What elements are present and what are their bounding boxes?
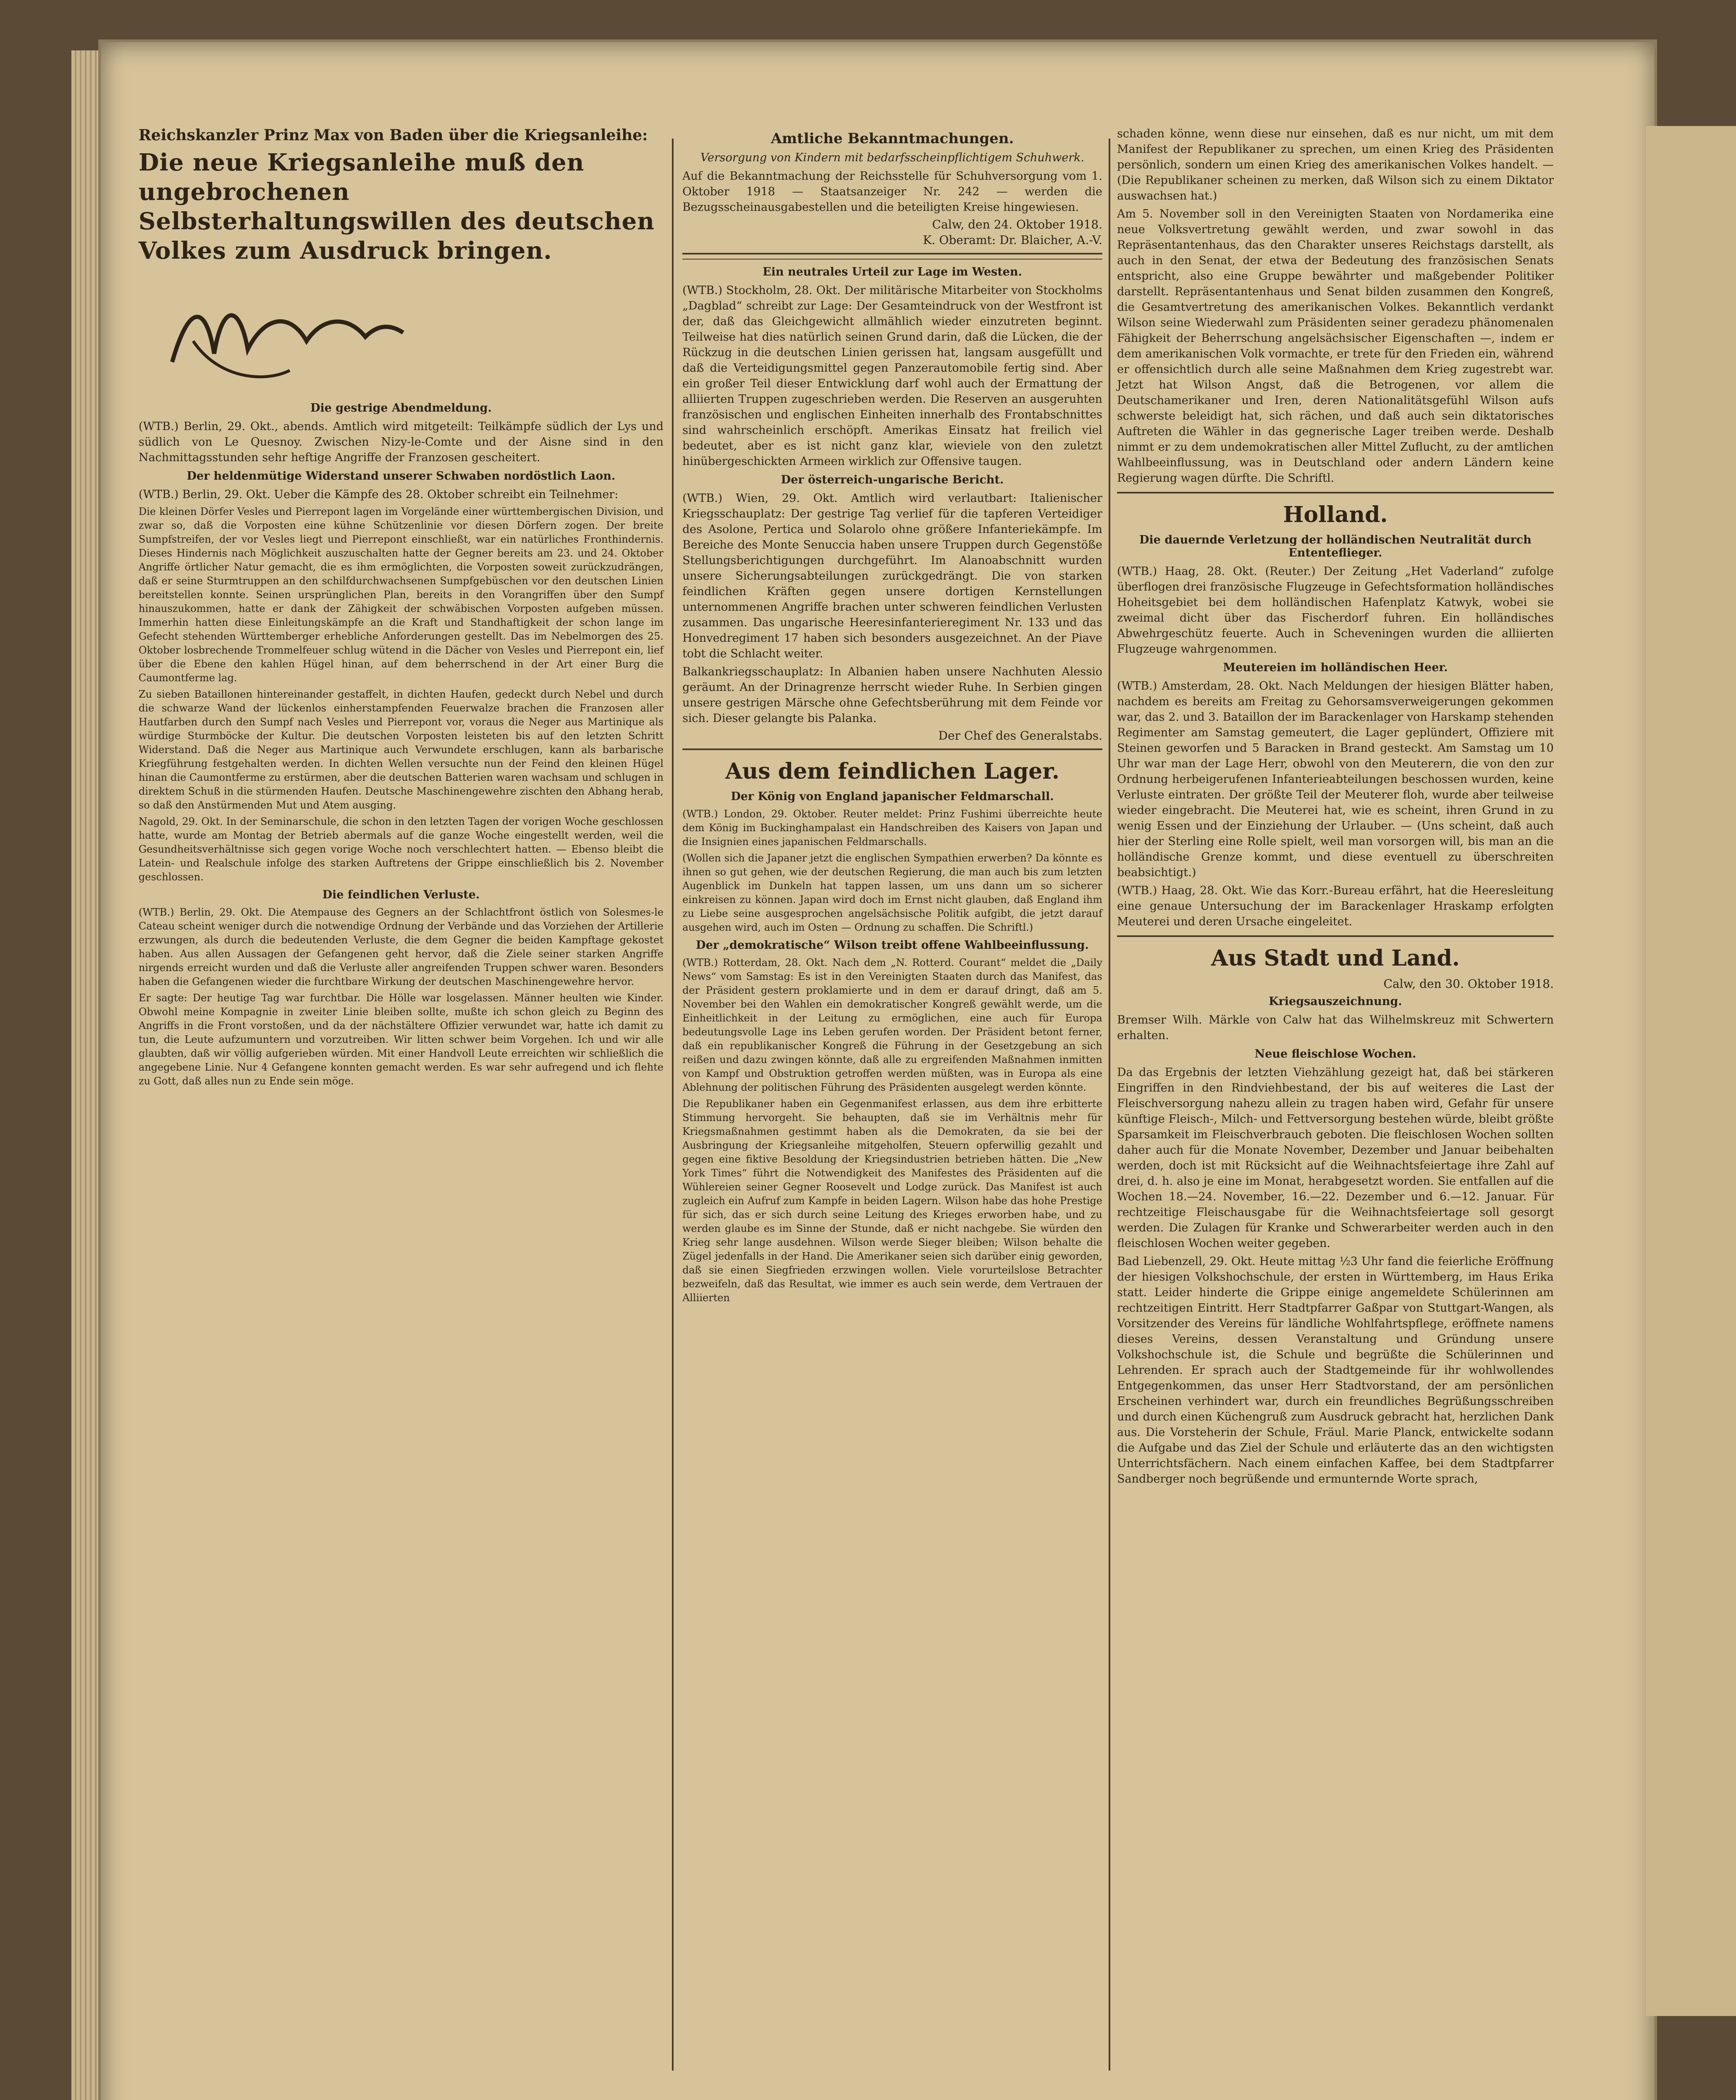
- column-2: [682, 126, 1102, 1307]
- column-rule-2: [1109, 139, 1110, 2071]
- article-paragraph: schaden könne, wenn diese nur einsehen, daß es nur nicht, um mit dem Manifest der Republikaner zu sprechen, um einen Krieg des Präsidenten persönlich, sondern um einen Krieg des amerikanischen Volkes handelt. — (Die Republikaner scheinen zu merken, daß Wilson sich zu einem Diktator auswachsen hat.): [1117, 127, 1554, 202]
- subheading-neutrales-urteil: Ein neutrales Urteil zur Lage im Westen.: [763, 265, 1022, 278]
- facing-page-edge: [1646, 126, 1736, 2016]
- column-rule-1: [672, 139, 674, 2071]
- article-paragraph: Bremser Wilh. Märkle von Calw hat das Wilhelmskreuz mit Schwertern erhalten.: [1117, 1013, 1554, 1042]
- article-paragraph: Balkankriegsschauplatz: In Albanien haben unsere Nachhuten Alessio geräumt. An der Drinagrenze herrscht wieder Ruhe. In Serbien gingen unsere gestrigen Märsche ohne Gefechtsberührung mit dem Feinde vor sich. Dieser gelangte bis Palanka.: [682, 665, 1102, 725]
- headline-main: Die neue Kriegsanleihe muß den ungebrochenen Selbsterhaltungswillen des deutschen Volkes zum Ausdruck bringen.: [139, 149, 655, 265]
- signature-line: Der Chef des Generalstabs.: [938, 729, 1102, 743]
- article-paragraph: (WTB.) London, 29. Oktober. Reuter meldet: Prinz Fushimi überreichte heute dem König im Buckinghampalast ein Handschreiben des Kaisers von Japan und die Insignien eines japanischen Feldmarschalls.: [682, 808, 1102, 848]
- article-paragraph: (Wollen sich die Japaner jetzt die englischen Sympathien erwerben? Da könnte es ihnen so gut gehen, wie der deutschen Regierung, die man auch bis zum letzten Augenblick im Dunkeln hat tappen lassen, um uns dann um so sicherer einkreisen zu können. Japan wird doch im Ernst nicht glauben, daß England ihm zu Liebe seine ausgesprochen angelsächsische Politik aufgibt, die jetzt darauf ausgehen wird, auch im Osten — Ordnung zu schaffen. Die Schriftl.): [682, 852, 1102, 933]
- column-1: [139, 126, 663, 1091]
- article-paragraph: Nagold, 29. Okt. In der Seminarschule, die schon in den letzten Tagen der vorigen Woche geschlossen hatte, wurde am Montag der Betrieb abermals auf die ganze Woche eingestellt werden, weil die Gesundheitsverhältnisse sich gegen vorige Woche noch verschlechtert hatten. — Ebenso bleibt die Latein- und Realschule infolge des starken Auftretens der Grippe einschließlich bis 2. November geschlossen.: [139, 816, 663, 883]
- subheading-abendmeldung: Die gestrige Abendmeldung.: [310, 402, 492, 415]
- article-paragraph: Zu sieben Bataillonen hintereinander gestaffelt, in dichten Haufen, gedeckt durch Nebel und durch die schwarze Wand der lückenlos einherstampfenden Feuerwalze brachen die Franzosen aller Hautfarben durch den Sumpf nach Vesles und Pierrepont vor, voraus die Neger aus Martinique als würdige Sturmböcke der Kultur. Die deutschen Vorposten leisteten bis auf den letzten Schritt Widerstand. Daß die Neger aus Martinique auch Verwundete erschlugen, kann als barbarische Kriegführung festgehalten werden. In dichten Wellen versuchte nun der Feind den kleinen Hügel hinan die Caumontferme zu erstürmen, aber die deutschen Batterien waren wachsam und schlugen in direktem Schuß in die stürmenden Haufen. Deutsche Maschinengewehre zischten den Abhang herab, so daß den Anstürmenden Mut und Atem ausging.: [139, 688, 663, 811]
- divider: [682, 253, 1102, 260]
- signature-line: K. Oberamt: Dr. Blaicher, A.-V.: [923, 233, 1102, 247]
- dateline: Calw, den 30. Oktober 1918.: [1383, 977, 1554, 991]
- article-paragraph: Er sagte: Der heutige Tag war furchtbar. Die Hölle war losgelassen. Männer heulten wie Kinder. Obwohl meine Kompagnie in zweiter Linie bleiben sollte, mußte ich schon gleich zu Beginn des Angriffs in die Front vorstoßen, und da der nächstältere Offizier verwundet war, hatte ich damit zu tun, die Leute aufzumuntern und vorzutreiben. Wir litten schwer beim Vorgehen. Ich und wir alle glaubten, daß wir völlig aufgerieben würden. Mit einer Handvoll Leute erreichten wir schließlich die angegebene Linie. Nur 4 Gefangene konnten gemacht werden. Es war sehr aufregend und ich flehte zu Gott, daß alles nun zu Ende sein möge.: [139, 992, 663, 1087]
- subheading-wilson: Der „demokratische“ Wilson treibt offene Wahlbeeinflussung.: [696, 939, 1089, 952]
- divider: [1117, 492, 1554, 494]
- section-title-bekanntmachungen: Amtliche Bekanntmachungen.: [771, 130, 1014, 147]
- article-paragraph: Auf die Bekanntmachung der Reichsstelle für Schuhversorgung vom 1. Oktober 1918 — Staatsanzeiger Nr. 242 — werden die Bezugsscheinausgabestellen und die beteiligten Kreise hingewiesen.: [682, 170, 1102, 214]
- subheading-oesterreich-bericht: Der österreich-ungarische Bericht.: [781, 473, 1004, 486]
- article-paragraph: Die kleinen Dörfer Vesles und Pierrepont lagen im Vorgelände einer württembergischen Division, und zwar so, daß die Vorposten eine kühne Schützenlinie vor diesen Dörfern zogen. Der breite Sumpfstreifen, der vor Vesles liegt und Pierrepont einschließt, war ein natürliches Fronthindernis. Dieses Hindernis nach Möglichkeit auszuschalten hatte der Gegner bereits am 23. und 24. Oktober Angriffe örtlicher Natur gemacht, die es ihm ermöglichten, die Vorposten soweit zurückzudrängen, daß er seine Sturmtruppen an den schilfdurchwachsenen Sumpfgebüschen vor den deutschen Linien bereitstellen konnte. Seinen ursprünglichen Plan, bereits in den Vorangriffen über den Sumpf hinauszukommen, hatte er dank der Zähigkeit der schwäbischen Vorposten aufgeben müssen. Immerhin hatten diese Einleitungskämpfe an die Kraft und Standhaftigkeit der schon lange im Gefecht stehenden Württemberger erhebliche Anforderungen gestellt. Das im Nebelmorgen des 25. Oktober losbrechende Trommelfeuer schlug wütend in die Dächer von Vesles und Pierrepont ein, lief über die Ebene den kahlen Hügel hinan, auf dem beherrschend in der Art einer Burg die Caumontferme lag.: [139, 506, 663, 684]
- article-paragraph: (WTB.) Wien, 29. Okt. Amtlich wird verlautbart: Italienischer Kriegsschauplatz: Der gestrige Tag verlief für die tapferen Verteidiger des Asolone, Pertica und Solarolo ohne größere Infanteriekämpfe. Im Bereiche des Monte Senuccia haben unsere Truppen durch Gegenstöße Stellungsberichtigungen durchgeführt. Im Alanoabschnitt wurden unsere Sicherungsabteilungen zurückgedrängt. Die von starken feindlichen Kräften gegen unsere dortigen Kernstellungen unternommenen Angriffe brachen unter schweren feindlichen Verlusten zusammen. Das ungarische Heeresinfanterieregiment Nr. 133 und das Honvedregiment 17 haben sich besonders ausgezeichnet. An der Piave tobt die Schlacht weiter.: [682, 492, 1102, 660]
- subheading-schwaben: Der heldenmütige Widerstand unserer Schwaben nordöstlich Laon.: [186, 470, 616, 483]
- article-paragraph: Da das Ergebnis der letzten Viehzählung gezeigt hat, daß bei stärkeren Eingriffen in den Rindviehbestand, der bis auf weiteres die Last der Fleischversorgung nahezu allein zu tragen haben wird, Gefahr für unsere künftige Fleisch-, Milch- und Fettversorgung bestehen würde, bleibt größte Sparsamkeit im Fleischverbrauch geboten. Die fleischlosen Wochen sollten daher auch für die Monate November, Dezember und Januar beibehalten werden, doch ist mit Rücksicht auf die Weihnachtsfeiertage ihre Zahl auf drei, d. h. also je eine im Monat, herabgesetzt worden. Sie entfallen auf die Wochen 18.—24. November, 16.—22. Dezember und 6.—12. Januar. Für rechtzeitige Fleischausgabe für die Weihnachtsfeiertage soll gesorgt werden. Die Zulagen für Kranke und Schwerarbeiter werden auch in den fleischlosen Wochen weiter gegeben.: [1117, 1066, 1554, 1250]
- subheading-koenig-england: Der König von England japanischer Feldmarschall.: [731, 790, 1054, 803]
- subheading-kriegsauszeichnung: Kriegsauszeichnung.: [1269, 995, 1402, 1008]
- article-paragraph: (WTB.) Berlin, 29. Okt. Ueber die Kämpfe des 28. Oktober schreibt ein Teilnehmer:: [139, 488, 619, 501]
- column-3: [1117, 126, 1554, 1489]
- article-paragraph: (WTB.) Rotterdam, 28. Okt. Nach dem „N. Rotterd. Courant“ meldet die „Daily News“ vom Samstag: Es ist in den Vereinigten Staaten durch das Manifest, das der Präsident gestern proklamierte und in dem er darauf dringt, daß am 5. November bei den Wahlen ein demokratischer Kongreß gewählt werde, um die Einheitlichkeit in der Leitung zu ermöglichen, eine auch für Europa bedeutungsvolle Lage ins Leben gerufen worden. Der Präsident betont ferner, daß ein republikanischer Kongreß die Führung in der Gesetzgebung an sich reißen und dazu zwingen könnte, daß alle zu ergreifenden Maßnahmen inmitten von Kampf und Obstruktion getroffen werden müßten, was in Europa als eine Ablehnung der politischen Führung des Präsidenten ausgelegt werden könnte.: [682, 957, 1102, 1093]
- subheading-fleischlose-wochen: Neue fleischlose Wochen.: [1254, 1047, 1416, 1060]
- headline-prefix: Reichskanzler Prinz Max von Baden über die Kriegsanleihe:: [139, 126, 648, 144]
- signature-image: [155, 278, 407, 387]
- article-paragraph: (WTB.) Haag, 28. Okt. (Reuter.) Der Zeitung „Het Vaderland“ zufolge überflogen drei französische Flugzeuge in Gefechtsformation holländisches Hoheitsgebiet bei dem holländischen Hafenplatz Katwyk, wobei sie zweimal dicht über das Fischerdorf fuhren. Ein holländisches Abwehrgeschütz feuerte. Auch in Scheveningen wurden die alliierten Flugzeuge wahrgenommen.: [1117, 565, 1554, 656]
- subheading-meutereien: Meutereien im holländischen Heer.: [1223, 661, 1448, 674]
- article-paragraph: (WTB.) Berlin, 29. Okt. Die Atempause des Gegners an der Schlachtfront östlich von Solesmes-le Cateau scheint weniger durch die notwendige Ordnung der Verbände und das Vorziehen der Artillerie erzwungen, als durch die bedeutenden Verluste, die dem Gegner die beiden Kampftage gekostet haben. Aus allen Aussagen der Gefangenen geht hervor, daß die Ziele seiner starken Angriffe nirgends erreicht wurden und daß die Verluste aller angreifenden Truppen schwer waren. Besonders haben die Gefangenen wieder die furchtbare Wirkung der deutschen Maschinengewehre hervor.: [139, 906, 663, 987]
- article-paragraph: (WTB.) Haag, 28. Okt. Wie das Korr.-Bureau erfährt, hat die Heeresleitung eine genaue Untersuchung der im Barackenlager Hraskamp erfolgten Meuterei und deren Ursache eingeleitet.: [1117, 884, 1554, 928]
- dateline: Calw, den 24. Oktober 1918.: [932, 218, 1102, 231]
- article-paragraph: (WTB.) Stockholm, 28. Okt. Der militärische Mitarbeiter von Stockholms „Dagblad“ schreibt zur Lage: Der Gesamteindruck von der Westfront ist der, daß das Gleichgewicht allmählich wieder einzutreten beginnt. Teilweise hat dies natürlich seinen Grund darin, daß die Lücken, die der Rückzug in die deutschen Linien gerissen hat, langsam ausgefüllt und daß die Verteidigungsmittel gegen Panzerautomobile fertig sind. Aber ein großer Teil dieser Entwicklung darf wohl auch der Ermattung der alliierten Truppen zugeschrieben werden. Die Reserven an ausgeruhten französischen und englischen Einheiten innerhalb des Frontabschnittes sind wahrscheinlich erschöpft. Amerikas Einsatz hat freilich viel bedeutet, aber es ist nicht ganz klar, wieviele von den zuletzt hinübergeschickten Armeen wirklich zur Offensive taugen.: [682, 284, 1102, 468]
- article-paragraph: Bad Liebenzell, 29. Okt. Heute mittag ½3 Uhr fand die feierliche Eröffnung der hiesigen Volkshochschule, der ersten in Württemberg, im Haus Erika statt. Leider hinderte die Grippe einige angemeldete Schülerinnen am rechtzeitigen Eintritt. Herr Stadtpfarrer Gaßpar von Stuttgart-Wangen, als Vorsitzender des Vereins für ländliche Wohlfahrtspflege, eröffnete namens dieses Vereins, dessen Veranstaltung und Gründung unsere Volkshochschule ist, die Schule und begrüßte die Schülerinnen und Lehrenden. Er sprach auch der Stadtgemeinde für ihr wohlwollendes Entgegenkommen, das unser Herr Stadtvorstand, der am persönlichen Erscheinen verhindert war, durch ein freundliches Begrüßungsschreiben und durch einen Küchengruß zum Ausdruck gebracht hat, herzlichen Dank aus. Die Vorsteherin der Schule, Fräul. Marie Planck, entwickelte sodann die Aufgabe und das Ziel der Schule und erläuterte das an den wichtigsten Unterrichtsfächern. Nach einem einfachen Kaffee, bei dem Stadtpfarrer Sandberger noch begrüßende und ermunternde Worte sprach,: [1117, 1255, 1554, 1486]
- subheading-schuhwerk: Versorgung von Kindern mit bedarfsscheinpflichtigem Schuhwerk.: [700, 151, 1085, 164]
- divider: [682, 748, 1102, 750]
- section-title-stadt-und-land: Aus Stadt und Land.: [1211, 945, 1460, 971]
- article-paragraph: (WTB.) Amsterdam, 28. Okt. Nach Meldungen der hiesigen Blätter haben, nachdem es bereits am Freitag zu Gehorsamsverweigerungen gekommen war, das 2. und 3. Bataillon der im Barackenlager von Harskamp stehenden Regimenter am Samstag gemeutert, die Lager geplündert, Offiziere mit Steinen geworfen und 5 Baracken in Brand gesteckt. Am Samstag um 10 Uhr war man der Lage Herr, obwohl von den Meuterern, die von den zur Ordnung herbeigerufenen Infanterieabteilungen beschossen wurden, keine Verluste eintraten. Der größte Teil der Meuterer floh, wurde aber teilweise wieder eingebracht. Die Meuterei hat, wie es scheint, ihren Grund in zu wenig Essen und der Einziehung der Urlauber. — (Uns scheint, daß auch hier der Sterling eine Rolle spielt, weil man vorsorgen will, bis man an die holländische Grenze kommt, und diese eventuell zu überschreiten beabsichtigt.): [1117, 680, 1554, 879]
- subheading-verluste: Die feindlichen Verluste.: [322, 888, 480, 901]
- divider: [1117, 935, 1554, 937]
- section-title-feindlichen-lager: Aus dem feindlichen Lager.: [725, 759, 1059, 784]
- article-paragraph: Am 5. November soll in den Vereinigten Staaten von Nordamerika eine neue Volksvertretung gewählt werden, und zwar sowohl in das Repräsentantenhaus, das den Charakter unseres Reichstags darstellt, als auch in den Senat, der etwa der Bedeutung des französischen Senats entspricht, also eine Gruppe bewährter und maßgebender Politiker darstellt. Repräsentantenhaus und Senat bilden zusammen den Kongreß, die Gesamtvertretung des amerikanischen Volkes. Bekanntlich verdankt Wilson seine Wiederwahl zum Präsidenten seiner geradezu phänomenalen Fähigkeit der Beherrschung angelsächsischer Eigenschaften —, indem er dem amerikanischen Volk vormachte, er trete für den Frieden ein, während er offensichtlich durch alle seine Maßnahmen dem Krieg zugestrebt war. Jetzt hat Wilson Angst, daß die Betrogenen, vor allem die Deutschamerikaner und Iren, deren Nationalitätsgefühl Wilson aufs schwerste beleidigt hat, sich rächen, und daß auch sein diktatorisches Auftreten die Wähler in das gegnerische Lager treiben werde. Deshalb nimmt er zu dem undemokratischen aller Mittel Zuflucht, zu der amtlichen Wahlbeeinflussung, was in Deutschland oder andern Ländern keine Regierung wagen dürfte. Die Schriftl.: [1117, 207, 1554, 485]
- subheading-neutralitaet: Die dauernde Verletzung der holländischen Neutralität durch Ententeflieger.: [1139, 533, 1531, 559]
- article-paragraph: Die Republikaner haben ein Gegenmanifest erlassen, aus dem ihre erbitterte Stimmung hervorgeht. Sie behaupten, daß sie im Verhältnis mehr für Kriegsmaßnahmen gestimmt haben als die Demokraten, da sie bei der Ausbringung der Kriegsanleihe mitgeholfen, Steuern opferwillig gezahlt und gegen eine fiktive Besoldung der Kriegsindustrien betrieben hätten. Die „New York Times“ führt die Notwendigkeit des Manifestes des Präsidenten auf die Wühlereien seiner Gegner Roosevelt und Lodge zurück. Das Manifest ist auch zugleich ein Aufruf zum Kampfe in beiden Lagern. Wilson habe das hohe Prestige für sich, das er sich durch seine Leitung des Krieges erworben habe, und zu werden glaube es im Sinne der Stunde, daß er nicht nachgebe. Sie würden den Krieg sehr lange ausdehnen. Wilson werde Sieger bleiben; Wilson behalte die Zügel jedenfalls in der Hand. Die Amerikaner seien sich darüber einig geworden, daß sie einen Siegfrieden erzwingen wollen. Viele vorurteilslose Betrachter bezweifeln, daß das Resultat, wie immer es auch sein werde, dem Vertrauen der Alliierten: [682, 1098, 1102, 1304]
- section-title-holland: Holland.: [1283, 502, 1388, 528]
- article-paragraph: (WTB.) Berlin, 29. Okt., abends. Amtlich wird mitgeteilt: Teilkämpfe südlich der Lys und südlich von Le Quesnoy. Zwischen Nizy-le-Comte und der Aisne sind in den Nachmittagsstunden sehr heftige Angriffe der Franzosen gescheitert.: [139, 420, 663, 464]
